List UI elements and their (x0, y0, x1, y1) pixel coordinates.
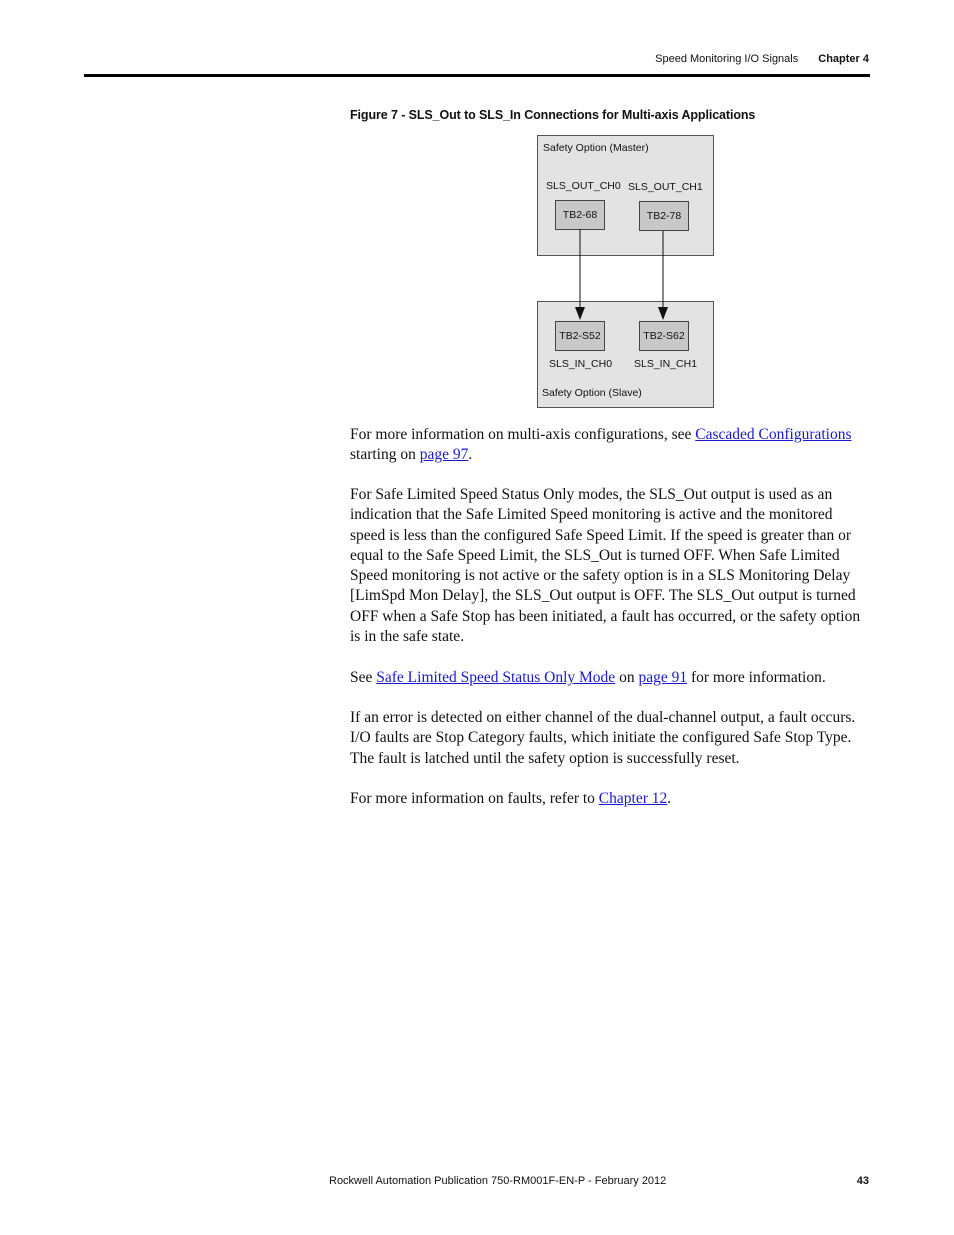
p1-text-after: . (468, 446, 473, 464)
paragraph-dual-channel-fault: If an error is detected on either channel of the dual-channel output, a fault occurs. I/O faults are Stop Category faults, which initiate the configured Safe Stop Type. The fault is latched until the safety option is successfully reset. (350, 709, 856, 767)
slave-box-label: Safety Option (Slave) (542, 387, 642, 399)
master-ch0-signal-label: SLS_OUT_CH0 (546, 180, 621, 192)
terminal-tb2-s62: TB2-S62 (639, 321, 689, 351)
link-chapter-12[interactable]: Chapter 12 (598, 790, 668, 807)
paragraph-see-sls-status-mode (350, 668, 870, 688)
paragraph-multi-axis-info (350, 425, 870, 466)
master-ch1-signal-label: SLS_OUT_CH1 (628, 181, 703, 193)
figure-caption: Figure 7 - SLS_Out to SLS_In Connections for Multi-axis Applications (350, 108, 756, 122)
p5-text-before: For more information on faults, refer to (350, 790, 599, 807)
master-box-label: Safety Option (Master) (543, 142, 649, 154)
paragraph-sls-status-only: For Safe Limited Speed Status Only modes, the SLS_Out output is used as an indication that the Safe Limited Speed monitoring is active and the monitored speed is less than the configured Safe Speed Limit. If the speed is greater than or equal to the Safe Speed Limit, the SLS_Out is turned OFF. When Safe Limited Speed monitoring is not active or the safety option is in a SLS Monitoring Delay [LimSpd Mon Delay], the SLS_Out output is OFF. The SLS_Out output is turned OFF when a Safe Stop has been initiated, a fault has occurred, or the safety option is in the safe state. (350, 486, 861, 646)
terminal-tb2-s52: TB2-S52 (555, 321, 605, 351)
p1-text-before: For more information on multi-axis configurations, see (350, 426, 696, 443)
link-safe-limited-speed-status-only-mode[interactable]: Safe Limited Speed Status Only Mode (376, 669, 616, 686)
slave-ch0-signal-label: SLS_IN_CH0 (549, 358, 613, 370)
p3-text-before: See (350, 669, 377, 686)
p3-text-middle: on (615, 669, 639, 686)
footer-publication: Rockwell Automation Publication 750-RM001F-EN-P - February 2012 (329, 1175, 667, 1187)
arrow-ch1-head (658, 307, 668, 320)
terminal-tb2-68: TB2-68 (555, 200, 605, 230)
paragraph-faults-reference (350, 789, 870, 809)
p5-text-after: . (667, 790, 672, 807)
header-section-title: Speed Monitoring I/O Signals (655, 53, 799, 65)
p3-text-after: for more information. (687, 669, 826, 686)
link-cascaded-configurations[interactable]: Cascaded Configurations (695, 426, 852, 443)
link-page-91[interactable]: page 91 (638, 669, 688, 686)
p1-text-middle: starting on (350, 446, 420, 464)
slave-ch1-signal-label: SLS_IN_CH1 (634, 358, 698, 370)
header-chapter: Chapter 4 (818, 53, 869, 65)
footer-page-number: 43 (856, 1175, 869, 1187)
arrow-ch0-head (575, 307, 585, 320)
terminal-tb2-78: TB2-78 (639, 201, 689, 231)
link-page-97[interactable]: page 97 (419, 446, 469, 464)
